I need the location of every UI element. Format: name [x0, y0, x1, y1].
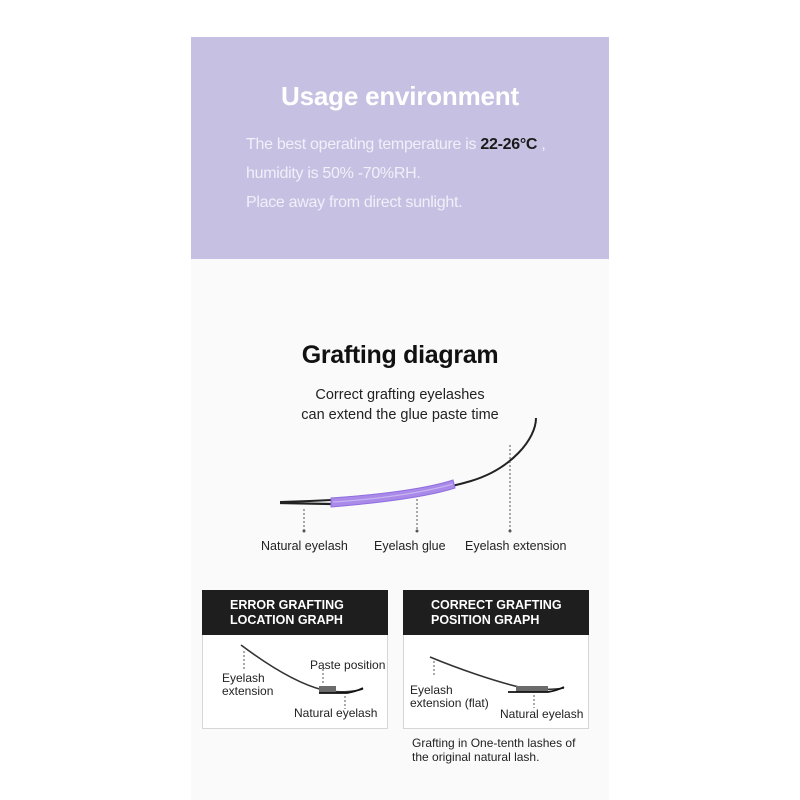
error-label-natural: Natural eyelash [294, 706, 378, 720]
correct-label-natural: Natural eyelash [500, 707, 584, 721]
eyelash-glue-band [331, 480, 455, 507]
error-grafting-card [202, 590, 388, 729]
grafting-panel [191, 259, 609, 800]
eyelash-extension-curve [280, 418, 536, 502]
usage-text [246, 130, 545, 217]
error-label-extension-line-2: extension [222, 684, 274, 698]
error-label-extension-line-1: Eyelash [222, 671, 265, 685]
usage-line-2: humidity is 50% -70%RH. [246, 165, 421, 182]
grafting-subtitle-line-2: can extend the glue paste time [301, 407, 499, 423]
error-paste-block [319, 686, 336, 693]
error-label-paste: Paste position [310, 658, 386, 672]
correct-label-extension [410, 684, 489, 710]
label-natural-eyelash: Natural eyelash [261, 539, 348, 553]
correct-paste-block [516, 686, 548, 692]
usage-line-1 [246, 130, 545, 159]
error-label-extension [222, 672, 273, 698]
correct-card-heading-line-2: POSITION GRAPH [431, 613, 540, 627]
label-eyelash-extension: Eyelash extension [465, 539, 567, 553]
grafting-subtitle-line-1: Correct grafting eyelashes [315, 387, 485, 403]
temperature-highlight: 22-26°C [480, 136, 538, 153]
usage-title: Usage environment [281, 81, 519, 111]
natural-eyelash-line [280, 503, 331, 504]
usage-line-3: Place away from direct sunlight. [246, 194, 463, 211]
correct-card-heading-line-1: CORRECT GRAFTING [431, 598, 562, 612]
grafting-title: Grafting diagram [301, 341, 499, 369]
usage-environment-panel [191, 37, 609, 259]
grafting-diagram [191, 259, 609, 579]
usage-line-1-prefix: The best operating temperature is [246, 136, 481, 153]
correct-grafting-card [403, 590, 589, 729]
grafting-note [412, 736, 575, 764]
error-card-heading-line-1: ERROR GRAFTING [230, 598, 344, 612]
correct-label-extension-line-1: Eyelash [410, 683, 453, 697]
usage-line-1-suffix: , [537, 136, 546, 153]
grafting-note-line-2: the original natural lash. [412, 750, 540, 764]
error-card-heading-line-2: LOCATION GRAPH [230, 613, 343, 627]
label-eyelash-glue: Eyelash glue [374, 539, 446, 553]
correct-label-extension-line-2: extension (flat) [410, 696, 489, 710]
grafting-note-line-1: Grafting in One-tenth lashes of [412, 736, 576, 750]
